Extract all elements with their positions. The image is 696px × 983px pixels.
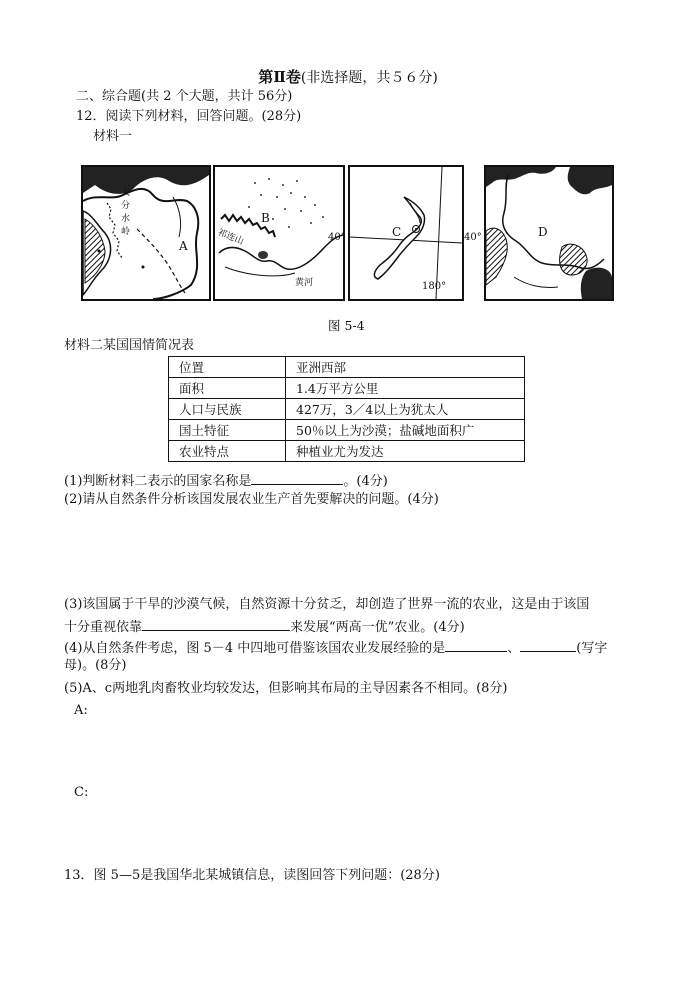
question-4-text: (4)从自然条件考虑，图 5－4 中四地可借鉴该国农业发展经验的是 <box>64 641 446 656</box>
table-row <box>169 357 525 378</box>
map-c-label: C <box>392 225 402 239</box>
map-c-lat-left: 40° <box>328 232 346 243</box>
map-a-label: A <box>179 239 188 253</box>
question-5-answer-a: A: <box>74 703 88 718</box>
table-value-cell: 种植业尤为发达 <box>286 441 525 462</box>
question-4-line-2: 母)。(8分) <box>64 658 127 673</box>
part-heading: 二、综合题(共 2 个大题，共计 56分) <box>76 89 293 104</box>
map-c-lon: 180° <box>422 281 447 292</box>
map-b-label: B <box>261 211 270 225</box>
question-5-answer-c: C: <box>74 785 89 800</box>
question-4-blank-2[interactable] <box>520 637 576 652</box>
material-2-title: 材料二某国国情简况表 <box>64 338 195 353</box>
table-key-cell: 国土特征 <box>169 420 286 441</box>
question-1-text: (1)判断材料二表示的国家名称是 <box>64 474 252 489</box>
map-a <box>81 165 211 301</box>
question-1-score: 。(4分) <box>343 474 388 489</box>
table-row <box>169 399 525 420</box>
title-bold: 第Ⅱ卷 <box>258 68 301 86</box>
question-4-separator: 、 <box>507 641 521 656</box>
table-row <box>169 420 525 441</box>
title-rest: (非选择题，共５６分) <box>300 70 438 86</box>
question-1 <box>64 470 388 491</box>
question-3-line-2 <box>64 616 465 637</box>
table-key-cell: 面积 <box>169 378 286 399</box>
question-3-score: 来发展“两高一优”农业。(4分) <box>290 620 465 635</box>
map-a-drawing <box>83 167 209 299</box>
table-value-cell: 亚洲西部 <box>286 357 525 378</box>
question-2: (2)请从自然条件分析该国发展农业生产首先要解决的问题。(4分) <box>64 492 439 507</box>
country-info-table-body <box>169 357 525 462</box>
question-3-line-1: (3)该国属于干旱的沙漠气候，自然资源十分贫乏，却创造了世界一流的农业，这是由于该国 <box>64 597 590 612</box>
map-d-label: D <box>538 225 548 239</box>
table-row <box>169 441 525 462</box>
question-4-note: (写字 <box>576 641 608 656</box>
map-d-drawing <box>486 167 612 299</box>
map-b <box>213 165 345 301</box>
map-c <box>348 165 464 301</box>
table-key-cell: 人口与民族 <box>169 399 286 420</box>
map-a-terrain-label: 大 分 水 岭 <box>121 188 131 237</box>
section-title <box>0 66 696 87</box>
map-b-river: 黄河 <box>295 278 314 288</box>
material-1-label: 材料一 <box>93 129 133 144</box>
table-row <box>169 378 525 399</box>
table-key-cell: 位置 <box>169 357 286 378</box>
question-4-blank-1[interactable] <box>445 637 507 652</box>
question-3-blank[interactable] <box>142 616 290 631</box>
map-d <box>484 165 614 301</box>
question-4-line-1 <box>64 637 607 658</box>
question-3-text: 十分重视依靠 <box>64 620 143 635</box>
question-5: (5)A、c两地乳肉畜牧业均较发达，但影响其布局的主导因素各不相同。(8分) <box>64 681 508 696</box>
question-1-blank[interactable] <box>251 470 343 485</box>
table-key-cell: 农业特点 <box>169 441 286 462</box>
question-13: 13．图 5—5是我国华北某城镇信息，读图回答下列问题：(28分) <box>64 868 440 883</box>
map-c-drawing <box>350 167 462 299</box>
question-12-intro: 12．阅读下列材料，回答问题。(28分) <box>76 109 302 124</box>
map-c-lat-right: 40° <box>464 232 482 243</box>
figure-caption: 图 5-4 <box>328 318 365 333</box>
table-value-cell: 50％以上为沙漠；盐碱地面积广 <box>286 420 525 441</box>
table-value-cell: 1.4万平方公里 <box>286 378 525 399</box>
map-b-mountain: 祁连山 <box>216 227 245 248</box>
table-value-cell: 427万，3／4以上为犹太人 <box>286 399 525 420</box>
country-info-table <box>168 356 525 462</box>
